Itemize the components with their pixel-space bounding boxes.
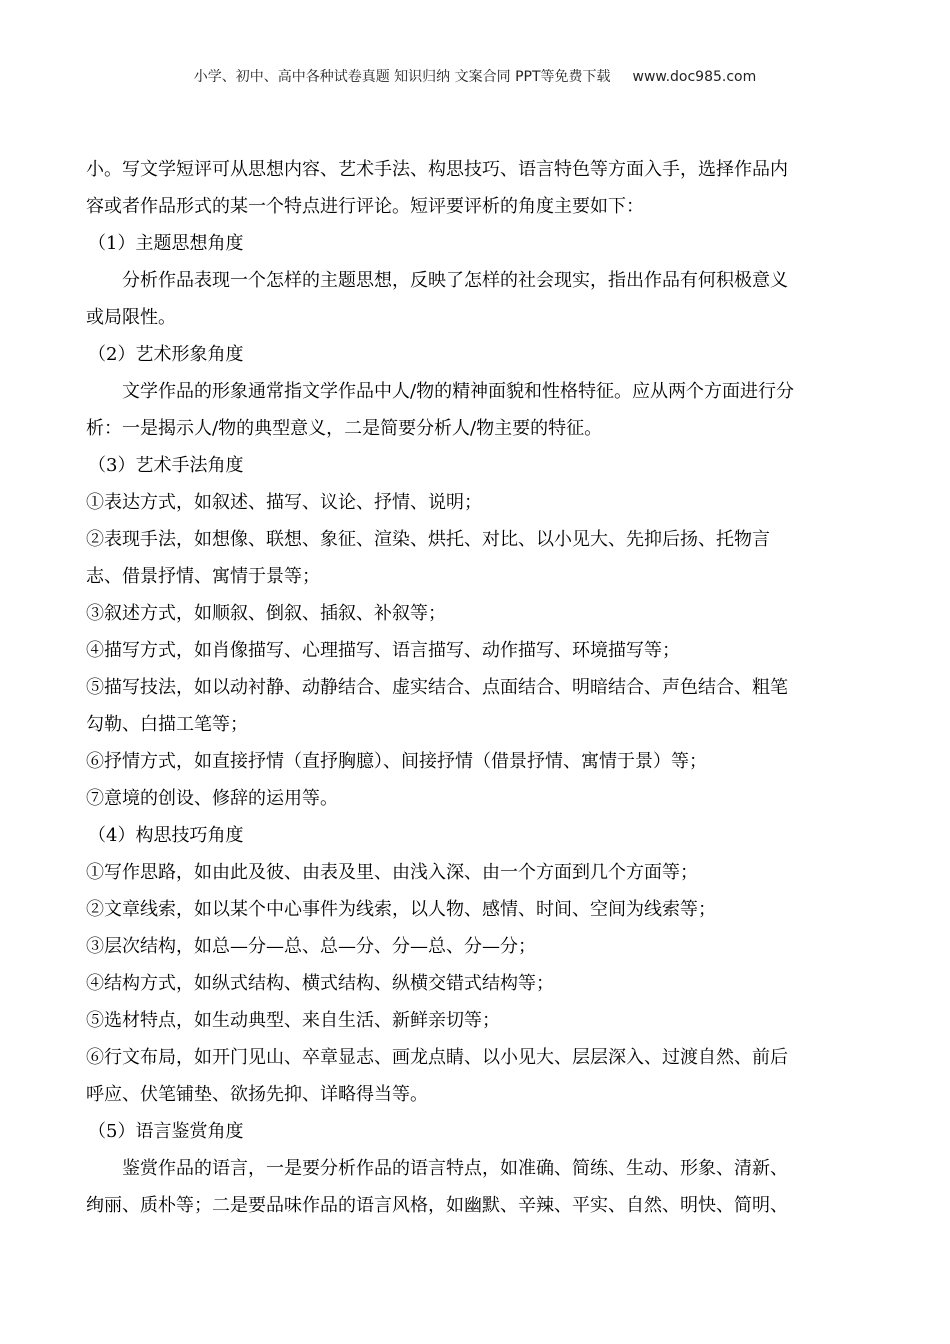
paragraph-line: ③叙述方式，如顺叙、倒叙、插叙、补叙等； [86,603,446,624]
paragraph-line: 小。写文学短评可从思想内容、艺术手法、构思技巧、语言特色等方面入手，选择作品内 [86,159,788,180]
paragraph-line: ⑤选材特点，如生动典型、来自生活、新鲜亲切等； [86,1010,500,1031]
section-heading: （4）构思技巧角度 [88,825,244,846]
section-heading: （3）艺术手法角度 [88,455,244,476]
paragraph-line: ④描写方式，如肖像描写、心理描写、语言描写、动作描写、环境描写等； [86,640,680,661]
document-body [86,151,876,1224]
header-text: 小学、初中、高中各种试卷真题 知识归纳 文案合同 PPT等免费下载 [193,69,611,85]
paragraph-line: ⑥行文布局，如开门见山、卒章显志、画龙点睛、以小见大、层层深入、过渡自然、前后 [86,1047,788,1068]
section-heading: （5）语言鉴赏角度 [88,1121,244,1142]
paragraph-line: 鉴赏作品的语言，一是要分析作品的语言特点，如准确、简练、生动、形象、清新、 [122,1158,788,1179]
paragraph-line: ④结构方式，如纵式结构、横式结构、纵横交错式结构等； [86,973,554,994]
paragraph-line: 或局限性。 [86,307,176,328]
paragraph-line: ⑤描写技法，如以动衬静、动静结合、虚实结合、点面结合、明暗结合、声色结合、粗笔 [86,677,788,698]
paragraph-line: 分析作品表现一个怎样的主题思想，反映了怎样的社会现实，指出作品有何积极意义 [122,270,788,291]
header-site-link[interactable]: www.doc985.com [632,69,757,85]
paragraph-line: ②表现手法，如想像、联想、象征、渲染、烘托、对比、以小见大、先抑后扬、托物言 [86,529,770,550]
paragraph-line: ①表达方式，如叙述、描写、议论、抒情、说明； [86,492,482,513]
section-heading: （2）艺术形象角度 [88,344,244,365]
paragraph-line: ⑦意境的创设、修辞的运用等。 [86,788,338,809]
paragraph-line: ②文章线索，如以某个中心事件为线索，以人物、感情、时间、空间为线索等； [86,899,716,920]
paragraph-line: 绚丽、质朴等；二是要品味作品的语言风格，如幽默、辛辣、平实、自然、明快、简明、 [86,1195,788,1216]
paragraph-line: 文学作品的形象通常指文学作品中人/物的精神面貌和性格特征。应从两个方面进行分 [122,381,795,402]
section-heading: （1）主题思想角度 [88,233,244,254]
paragraph-line: ⑥抒情方式，如直接抒情（直抒胸臆）、间接抒情（借景抒情、寓情于景）等； [86,751,707,772]
paragraph-line: 呼应、伏笔铺垫、欲扬先抑、详略得当等。 [86,1084,428,1105]
paragraph-line: 析：一是揭示人/物的典型意义，二是简要分析人/物主要的特征。 [86,418,603,439]
page-header [0,66,950,86]
paragraph-line: ①写作思路，如由此及彼、由表及里、由浅入深、由一个方面到几个方面等； [86,862,698,883]
paragraph-line: ③层次结构，如总—分—总、总—分、分—总、分—分； [86,936,536,957]
paragraph-line: 志、借景抒情、寓情于景等； [86,566,320,587]
paragraph-line: 勾勒、白描工笔等； [86,714,248,735]
paragraph-line: 容或者作品形式的某一个特点进行评论。短评要评析的角度主要如下： [86,196,644,217]
